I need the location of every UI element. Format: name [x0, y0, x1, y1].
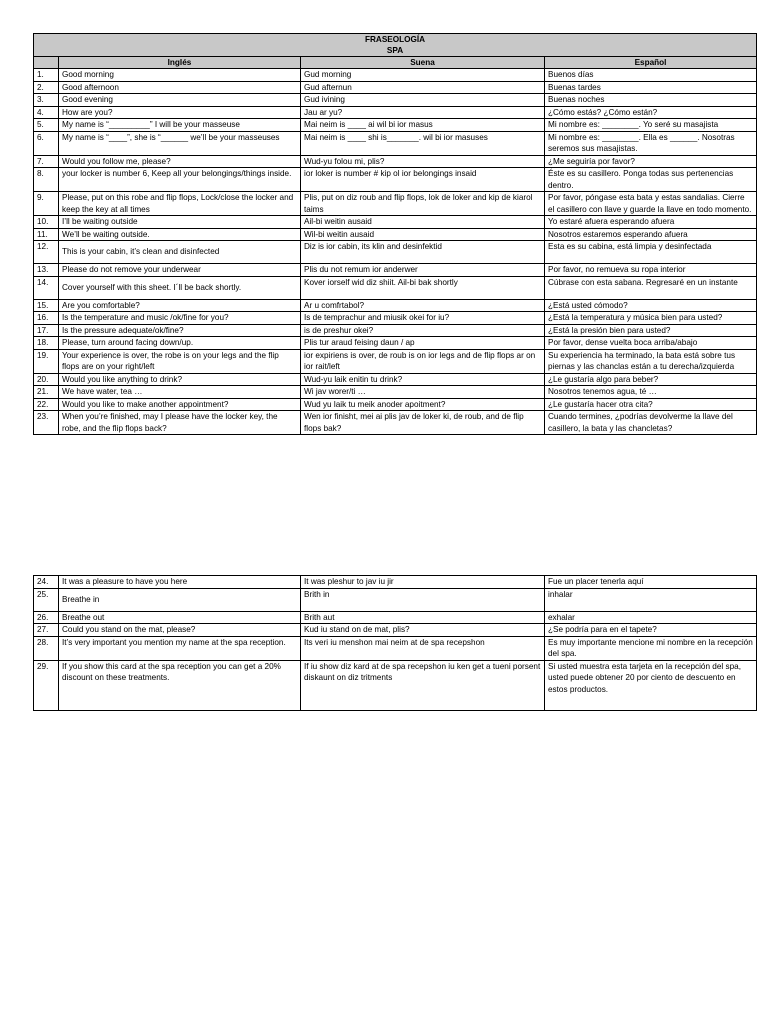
english-phrase: I’ll be waiting outside	[59, 216, 301, 229]
row-number: 1.	[34, 69, 59, 82]
spanish-phrase: Su experiencia ha terminado, la bata está sobre tus piernas y las chanclas están a tu derecha/izquierda	[545, 349, 757, 373]
table-row	[34, 119, 757, 132]
table-row	[34, 131, 757, 155]
row-number: 6.	[34, 131, 59, 155]
pronunciation: Wud-yu folou mi, plis?	[301, 155, 545, 168]
row-number: 4.	[34, 106, 59, 119]
table-row	[34, 299, 757, 312]
pronunciation: Kover iorself wid diz shiit. Ail-bi bak shortly	[301, 276, 545, 299]
english-phrase: Good afternoon	[59, 81, 301, 94]
english-phrase: Is the pressure adequate/ok/fine?	[59, 324, 301, 337]
spanish-phrase: Buenos días	[545, 69, 757, 82]
table-row	[34, 588, 757, 611]
row-number: 5.	[34, 119, 59, 132]
english-phrase: Would you follow me, please?	[59, 155, 301, 168]
table-row	[34, 168, 757, 192]
row-number: 17.	[34, 324, 59, 337]
spanish-phrase: Por favor, no remueva su ropa interior	[545, 264, 757, 277]
row-number: 7.	[34, 155, 59, 168]
row-number: 2.	[34, 81, 59, 94]
row-number: 28.	[34, 636, 59, 660]
table-row	[34, 386, 757, 399]
pronunciation: ior expiriens is over, de roub is on ior legs and de flip flops ar on ior rait/left	[301, 349, 545, 373]
spanish-phrase: Fue un placer tenerla aquí	[545, 576, 757, 589]
row-number: 14.	[34, 276, 59, 299]
table-row	[34, 624, 757, 637]
pronunciation: Is de temprachur and miusik okei for iu?	[301, 312, 545, 325]
pronunciation: Jau ar yu?	[301, 106, 545, 119]
table-row	[34, 216, 757, 229]
pronunciation: It was pleshur to jav iu jir	[301, 576, 545, 589]
english-phrase: Please, turn around facing down/up.	[59, 337, 301, 350]
row-number: 8.	[34, 168, 59, 192]
english-phrase: It was a pleasure to have you here	[59, 576, 301, 589]
spanish-phrase: Por favor, dense vuelta boca arriba/abajo	[545, 337, 757, 350]
row-number: 20.	[34, 373, 59, 386]
english-phrase: Would you like to make another appointment?	[59, 398, 301, 411]
row-number: 15.	[34, 299, 59, 312]
table-row	[34, 411, 757, 435]
spanish-phrase: inhalar	[545, 588, 757, 611]
row-number: 26.	[34, 611, 59, 624]
english-phrase: When you’re finished, may I please have the locker key, the robe, and the flip flops back?	[59, 411, 301, 435]
row-number: 12.	[34, 241, 59, 264]
spanish-phrase: Mi nombre es: ________. Ella es ______. Nosotras seremos sus masajistas.	[545, 131, 757, 155]
english-phrase: This is your cabin, it’s clean and disinfected	[59, 241, 301, 264]
pronunciation: Gud afternun	[301, 81, 545, 94]
spanish-phrase: ¿Le gustaría hacer otra cita?	[545, 398, 757, 411]
english-phrase: How are you?	[59, 106, 301, 119]
row-number: 9.	[34, 192, 59, 216]
spanish-phrase: Por favor, póngase esta bata y estas sandalias. Cierre el casillero con llave y guarde la llave en todo momento.	[545, 192, 757, 216]
pronunciation: Mai neim is ____ shi is_______. wil bi ior masuses	[301, 131, 545, 155]
spanish-phrase: ¿Le gustaría algo para beber?	[545, 373, 757, 386]
spanish-phrase: Nosotros tenemos agua, té …	[545, 386, 757, 399]
title-row	[34, 34, 757, 57]
spanish-phrase: ¿Está la temperatura y música bien para usted?	[545, 312, 757, 325]
spanish-phrase: Cuando termines, ¿podrías devolverme la llave del casillero, la bata y las chancletas?	[545, 411, 757, 435]
pronunciation: Ail-bi weitin ausaid	[301, 216, 545, 229]
table-row	[34, 94, 757, 107]
pronunciation: Plis, put on diz roub and flip flops, lok de loker and kip de kiarol taims	[301, 192, 545, 216]
english-phrase: Your experience is over, the robe is on your legs and the flip flops are on your right/left	[59, 349, 301, 373]
english-phrase: Cover yourself with this sheet. I´ll be back shortly.	[59, 276, 301, 299]
pronunciation: Wud yu laik tu meik anoder apoitment?	[301, 398, 545, 411]
header-number	[34, 57, 59, 69]
row-number: 25.	[34, 588, 59, 611]
spanish-phrase: Buenas tardes	[545, 81, 757, 94]
table-row	[34, 611, 757, 624]
header-sounds: Suena	[301, 57, 545, 69]
english-phrase: We have water, tea …	[59, 386, 301, 399]
table-row	[34, 106, 757, 119]
table-row	[34, 349, 757, 373]
english-phrase: Good evening	[59, 94, 301, 107]
table-row	[34, 81, 757, 94]
table-title	[34, 34, 757, 57]
pronunciation: Ar u comfrtabol?	[301, 299, 545, 312]
pronunciation: ior loker is number # kip ol ior belongings insaid	[301, 168, 545, 192]
pronunciation: Gud ivining	[301, 94, 545, 107]
english-phrase: Please, put on this robe and flip flops, Lock/close the locker and keep the key at all times	[59, 192, 301, 216]
table-row	[34, 373, 757, 386]
english-phrase: My name is “____”, she is “______ we’ll be your masseuses	[59, 131, 301, 155]
table-row	[34, 337, 757, 350]
english-phrase: Is the temperature and music /ok/fine for you?	[59, 312, 301, 325]
spanish-phrase: ¿Me seguiría por favor?	[545, 155, 757, 168]
table-row	[34, 324, 757, 337]
phrase-table-2	[33, 575, 757, 711]
spanish-phrase: Mi nombre es: ________. Yo seré su masajista	[545, 119, 757, 132]
english-phrase: Breathe in	[59, 588, 301, 611]
table-row	[34, 398, 757, 411]
header-row	[34, 57, 757, 69]
header-spanish: Español	[545, 57, 757, 69]
table-row	[34, 241, 757, 264]
english-phrase: your locker is number 6, Keep all your belongings/things inside.	[59, 168, 301, 192]
row-number: 16.	[34, 312, 59, 325]
pronunciation: Wen ior finisht, mei ai plis jav de loker ki, de roub, and de flip flops bak?	[301, 411, 545, 435]
table-row	[34, 636, 757, 660]
table-row	[34, 576, 757, 589]
english-phrase: My name is “_________” I will be your masseuse	[59, 119, 301, 132]
table-row	[34, 312, 757, 325]
phrase-table-1	[33, 33, 757, 435]
english-phrase: It’s very important you mention my name at the spa reception.	[59, 636, 301, 660]
row-number: 27.	[34, 624, 59, 637]
spanish-phrase: Éste es su casillero. Ponga todas sus pertenencias dentro.	[545, 168, 757, 192]
spanish-phrase: ¿Está usted cómodo?	[545, 299, 757, 312]
english-phrase: Good morning	[59, 69, 301, 82]
pronunciation: Its veri iu menshon mai neim at de spa recepshon	[301, 636, 545, 660]
english-phrase: Would you like anything to drink?	[59, 373, 301, 386]
pronunciation: Gud morning	[301, 69, 545, 82]
row-number: 13.	[34, 264, 59, 277]
spanish-phrase: Esta es su cabina, está limpia y desinfectada	[545, 241, 757, 264]
spanish-phrase: Nosotros estaremos esperando afuera	[545, 228, 757, 241]
pronunciation: Wil-bi weitin ausaid	[301, 228, 545, 241]
row-number: 21.	[34, 386, 59, 399]
row-number: 24.	[34, 576, 59, 589]
pronunciation: Brith in	[301, 588, 545, 611]
pronunciation: is de preshur okei?	[301, 324, 545, 337]
english-phrase: Are you comfortable?	[59, 299, 301, 312]
english-phrase: Please do not remove your underwear	[59, 264, 301, 277]
pronunciation: Kud iu stand on de mat, plis?	[301, 624, 545, 637]
pronunciation: Brith aut	[301, 611, 545, 624]
pronunciation: Wi jav worer/ti …	[301, 386, 545, 399]
row-number: 11.	[34, 228, 59, 241]
row-number: 18.	[34, 337, 59, 350]
english-phrase: We’ll be waiting outside.	[59, 228, 301, 241]
pronunciation: If iu show diz kard at de spa recepshon iu ken get a tueni porsent diskaunt on diz tritments	[301, 660, 545, 710]
title-line-1: FRASEOLOGÍA	[365, 35, 426, 44]
spanish-phrase: ¿Cómo estás? ¿Cómo están?	[545, 106, 757, 119]
row-number: 22.	[34, 398, 59, 411]
pronunciation: Diz is ior cabin, its klin and desinfektid	[301, 241, 545, 264]
spanish-phrase: Buenas noches	[545, 94, 757, 107]
spanish-phrase: exhalar	[545, 611, 757, 624]
spanish-phrase: Yo estaré afuera esperando afuera	[545, 216, 757, 229]
spanish-phrase: Cúbrase con esta sabana. Regresaré en un instante	[545, 276, 757, 299]
table-row	[34, 155, 757, 168]
pronunciation: Mai neim is ____ ai wil bi ior masus	[301, 119, 545, 132]
english-phrase: Breathe out	[59, 611, 301, 624]
english-phrase: Could you stand on the mat, please?	[59, 624, 301, 637]
table-row	[34, 276, 757, 299]
table-row	[34, 192, 757, 216]
table-row	[34, 660, 757, 710]
spanish-phrase: Es muy importante mencione mi nombre en la recepción del spa.	[545, 636, 757, 660]
spanish-phrase: Si usted muestra esta tarjeta en la recepción del spa, usted puede obtener 20 por ciento de descuento en estos productos.	[545, 660, 757, 710]
header-english: Inglés	[59, 57, 301, 69]
row-number: 19.	[34, 349, 59, 373]
pronunciation: Plis tur araud feising daun / ap	[301, 337, 545, 350]
english-phrase: If you show this card at the spa reception you can get a 20% discount on these treatments.	[59, 660, 301, 710]
spanish-phrase: ¿Está la presión bien para usted?	[545, 324, 757, 337]
table-row	[34, 69, 757, 82]
title-line-2: SPA	[386, 46, 404, 55]
pronunciation: Plis du not remum ior anderwer	[301, 264, 545, 277]
row-number: 23.	[34, 411, 59, 435]
spanish-phrase: ¿Se podría para en el tapete?	[545, 624, 757, 637]
row-number: 3.	[34, 94, 59, 107]
table-row	[34, 228, 757, 241]
table-row	[34, 264, 757, 277]
row-number: 10.	[34, 216, 59, 229]
pronunciation: Wud-yu laik enitin tu drink?	[301, 373, 545, 386]
row-number: 29.	[34, 660, 59, 710]
